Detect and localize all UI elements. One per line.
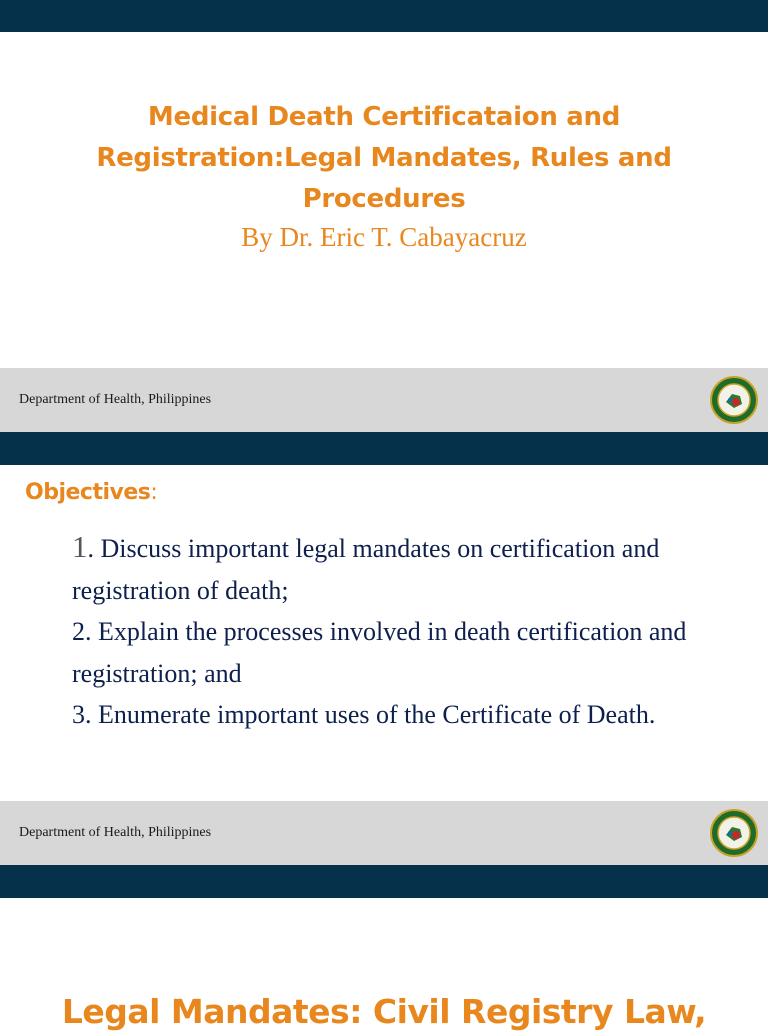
footer-department-text: Department of Health, Philippines [19, 825, 212, 840]
slide-1-title-line-2: Registration:Legal Mandates, Rules and [96, 143, 672, 173]
objective-number: 3 [72, 700, 85, 729]
objective-number: 1 [72, 529, 88, 564]
objective-text: . Enumerate important uses of the Certificate of Death. [85, 700, 656, 729]
slide-2-footer [0, 801, 768, 865]
objective-item [72, 611, 722, 694]
objectives-heading-colon: : [150, 480, 158, 505]
slide-1-title [0, 97, 768, 220]
doh-seal-icon [710, 376, 758, 424]
slide-3-title: Legal Mandates: Civil Registry Law, [61, 992, 707, 1031]
slide-1-author: By Dr. Eric T. Cabayacruz [241, 222, 527, 252]
objective-number: 2 [72, 617, 85, 646]
objective-text: . Explain the processes involved in death certification and registration; and [72, 617, 687, 688]
objectives-list [72, 526, 722, 736]
slide-1-title-line-1: Medical Death Certificataion and [147, 102, 621, 132]
slide-3-top-bar [0, 865, 768, 898]
slide-1-footer [0, 368, 768, 432]
objective-text: . Discuss important legal mandates on certification and registration of death; [72, 534, 660, 605]
doh-seal-icon [710, 809, 758, 857]
objective-item [72, 526, 722, 611]
slide-1-top-bar [0, 0, 768, 32]
slide-2-top-bar [0, 432, 768, 465]
objective-item [72, 694, 722, 736]
footer-department-text: Department of Health, Philippines [19, 392, 212, 407]
slide-1-title-line-3: Procedures [302, 184, 466, 214]
objectives-heading-text: Objectives [25, 480, 151, 505]
objectives-heading [25, 477, 157, 509]
